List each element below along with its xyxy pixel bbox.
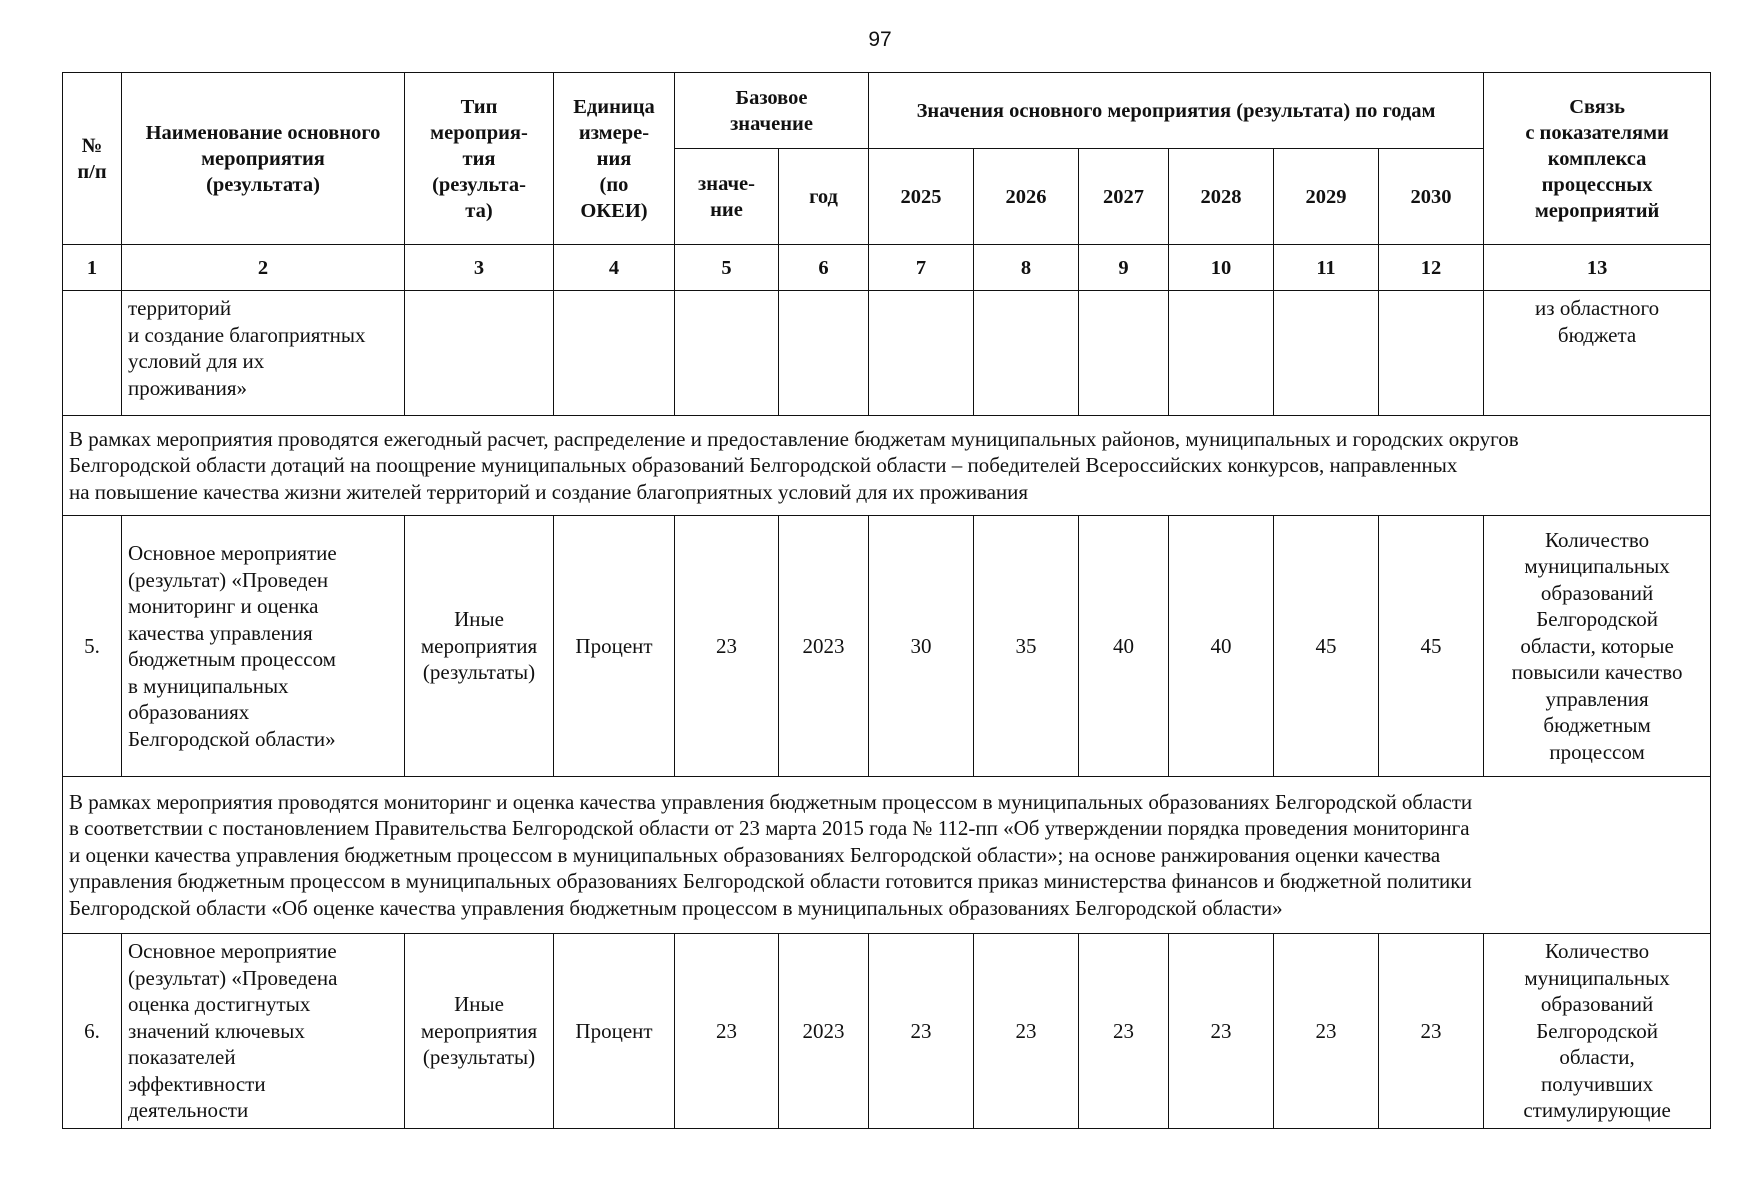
text-line: В рамках мероприятия проводятся ежегодный расчет, распределение и предоставление бюджетам муниципальных районов, муниципальных и городских округов bbox=[69, 426, 1519, 451]
text-line: Базовое bbox=[735, 86, 808, 109]
text-line: (по bbox=[599, 173, 629, 196]
activity-type bbox=[405, 516, 554, 777]
text-line: в соответствии с постановлением Правительства Белгородской области от 23 марта 2015 года № 112-пп «Об утверждении порядка проведения мониторинга bbox=[69, 816, 1470, 841]
text-line: муниципальных bbox=[1524, 965, 1670, 990]
text-line: образований bbox=[1540, 580, 1654, 605]
header-year-2026: 2026 bbox=[974, 149, 1079, 245]
text-line: Белгородской bbox=[1536, 1018, 1658, 1043]
activities-table bbox=[62, 72, 1711, 1129]
text-line: (результата) bbox=[206, 173, 320, 196]
text-line: ние bbox=[710, 198, 743, 221]
activity-row-5 bbox=[63, 516, 1711, 777]
value-2029: 45 bbox=[1274, 516, 1379, 777]
value-2027: 23 bbox=[1079, 934, 1169, 1129]
header-year-2028: 2028 bbox=[1169, 149, 1274, 245]
activity-type bbox=[405, 934, 554, 1129]
base-year: 2023 bbox=[779, 934, 869, 1129]
text-line: качества управления bbox=[128, 620, 313, 645]
text-line: Белгородской области» bbox=[128, 726, 336, 751]
text-line: Тип bbox=[460, 95, 498, 118]
text-line: мониторинг и оценка bbox=[128, 594, 319, 618]
text-line: Белгородской области «Об оценке качества управления бюджетным процессом в муниципальных образованиях Белгородской области» bbox=[69, 895, 1283, 920]
text-line: Белгородской bbox=[1536, 607, 1658, 632]
header-type bbox=[405, 73, 554, 245]
text-line: Основное мероприятие bbox=[128, 939, 337, 963]
text-line: стимулирующие bbox=[1523, 1098, 1671, 1122]
column-numbers-row bbox=[63, 245, 1711, 291]
text-line: процессом bbox=[1549, 739, 1645, 764]
text-line: Белгородской области дотаций на поощрение муниципальных образований Белгородской области – победителей Всероссийских конкурсов, направленных bbox=[69, 453, 1458, 478]
indicator-link bbox=[1484, 934, 1711, 1129]
header-base bbox=[675, 73, 869, 149]
text-line: оценка достигнутых bbox=[128, 992, 311, 1016]
value-2030: 23 bbox=[1379, 934, 1484, 1129]
text-line: значение bbox=[730, 112, 813, 135]
text-line: бюджета bbox=[1557, 322, 1637, 347]
col-number: 4 bbox=[554, 245, 675, 291]
col-number: 1 bbox=[63, 245, 122, 291]
text-line: ОКЕИ) bbox=[580, 199, 648, 222]
col-number: 7 bbox=[869, 245, 974, 291]
empty-cell bbox=[1274, 291, 1379, 416]
activity-name bbox=[122, 516, 405, 777]
text-line: с показателями bbox=[1525, 121, 1669, 144]
text-line: мероприятий bbox=[1534, 199, 1660, 222]
text-line: Иные bbox=[454, 607, 504, 632]
empty-cell bbox=[1379, 291, 1484, 416]
text-line: п/п bbox=[77, 160, 107, 183]
continued-link-cell bbox=[1484, 291, 1711, 416]
text-line: (результаты) bbox=[422, 1045, 536, 1069]
header-year-2030: 2030 bbox=[1379, 149, 1484, 245]
col-number: 13 bbox=[1484, 245, 1711, 291]
col-number: 12 bbox=[1379, 245, 1484, 291]
text-line: (результа- bbox=[432, 173, 526, 196]
value-2029: 23 bbox=[1274, 934, 1379, 1129]
header-year-2029: 2029 bbox=[1274, 149, 1379, 245]
header-values-by-year: Значения основного мероприятия (результата) по годам bbox=[869, 73, 1484, 149]
text-line: управления bbox=[1545, 686, 1649, 711]
empty-cell bbox=[779, 291, 869, 416]
empty-cell bbox=[869, 291, 974, 416]
header-unit bbox=[554, 73, 675, 245]
text-line: показателей bbox=[128, 1045, 236, 1069]
description-text-1 bbox=[63, 416, 1711, 516]
page-number: 97 bbox=[868, 28, 892, 51]
text-line: тия bbox=[462, 147, 496, 170]
text-line: В рамках мероприятия проводятся мониторинг и оценка качества управления бюджетным процессом в муниципальных образованиях Белгородской области bbox=[69, 789, 1473, 814]
base-year: 2023 bbox=[779, 516, 869, 777]
col-number: 2 bbox=[122, 245, 405, 291]
base-value: 23 bbox=[675, 934, 779, 1129]
text-line: Единица bbox=[573, 95, 655, 118]
indicator-link bbox=[1484, 516, 1711, 777]
empty-cell bbox=[554, 291, 675, 416]
text-line: Количество bbox=[1545, 939, 1650, 963]
value-2026: 23 bbox=[974, 934, 1079, 1129]
text-line: области, которые bbox=[1520, 633, 1674, 658]
text-line: значений ключевых bbox=[128, 1018, 305, 1043]
text-line: Количество bbox=[1545, 527, 1650, 552]
text-line: мероприя- bbox=[430, 121, 528, 144]
header-row-1 bbox=[63, 73, 1711, 149]
col-number: 9 bbox=[1079, 245, 1169, 291]
header-link bbox=[1484, 73, 1711, 245]
continued-row bbox=[63, 291, 1711, 416]
value-2030: 45 bbox=[1379, 516, 1484, 777]
value-2028: 40 bbox=[1169, 516, 1274, 777]
text-line: (результат) «Проведен bbox=[128, 567, 329, 592]
text-line: образованиях bbox=[128, 700, 250, 724]
col-number: 10 bbox=[1169, 245, 1274, 291]
col-number: 11 bbox=[1274, 245, 1379, 291]
continued-name-cell bbox=[122, 291, 405, 416]
text-line: Наименование основного bbox=[145, 121, 381, 144]
text-line: № bbox=[81, 134, 103, 157]
header-name bbox=[122, 73, 405, 245]
text-line: измере- bbox=[578, 121, 650, 144]
row-number: 5. bbox=[63, 516, 122, 777]
continued-num-cell bbox=[63, 291, 122, 416]
text-line: (результат) «Проведена bbox=[128, 965, 338, 990]
empty-cell bbox=[1169, 291, 1274, 416]
text-line: мероприятия bbox=[420, 1018, 538, 1043]
value-2025: 23 bbox=[869, 934, 974, 1129]
header-year-2025: 2025 bbox=[869, 149, 974, 245]
value-2027: 40 bbox=[1079, 516, 1169, 777]
value-2028: 23 bbox=[1169, 934, 1274, 1129]
text-line: и создание благоприятных bbox=[128, 322, 366, 347]
text-line: повысили качество bbox=[1511, 660, 1683, 685]
header-year-2027: 2027 bbox=[1079, 149, 1169, 245]
text-line: управления бюджетным процессом в муниципальных образованиях Белгородской области готовится приказ министерства финансов и бюджетной политики bbox=[69, 869, 1472, 894]
row-number: 6. bbox=[63, 934, 122, 1129]
empty-cell bbox=[974, 291, 1079, 416]
unit-of-measure: Процент bbox=[554, 934, 675, 1129]
header-num bbox=[63, 73, 122, 245]
text-line: бюджетным процессом bbox=[128, 647, 336, 671]
activity-row-6 bbox=[63, 934, 1711, 1129]
text-line: Основное мероприятие bbox=[128, 541, 337, 565]
description-row-1 bbox=[63, 416, 1711, 516]
text-line: в муниципальных bbox=[128, 673, 289, 698]
text-line: деятельности bbox=[128, 1098, 249, 1122]
description-text-2 bbox=[63, 777, 1711, 934]
text-line: проживания» bbox=[128, 375, 248, 400]
text-line: комплекса bbox=[1547, 147, 1647, 170]
text-line: бюджетным bbox=[1543, 713, 1651, 738]
text-line: территорий bbox=[128, 296, 232, 320]
header-base-value bbox=[675, 149, 779, 245]
text-line: (результаты) bbox=[422, 660, 536, 685]
text-line: области, bbox=[1559, 1045, 1635, 1069]
unit-of-measure: Процент bbox=[554, 516, 675, 777]
text-line: на повышение качества жизни жителей территорий и создание благоприятных условий для их проживания bbox=[69, 479, 1029, 504]
value-2026: 35 bbox=[974, 516, 1079, 777]
text-line: из областного bbox=[1535, 296, 1660, 320]
header-base-year: год bbox=[779, 149, 869, 245]
text-line: мероприятия bbox=[201, 147, 325, 170]
col-number: 8 bbox=[974, 245, 1079, 291]
text-line: получивших bbox=[1541, 1071, 1654, 1096]
text-line: процессных bbox=[1541, 173, 1653, 196]
text-line: значе- bbox=[698, 172, 755, 195]
col-number: 3 bbox=[405, 245, 554, 291]
value-2025: 30 bbox=[869, 516, 974, 777]
description-row-2 bbox=[63, 777, 1711, 934]
text-line: Иные bbox=[454, 992, 504, 1016]
text-line: муниципальных bbox=[1524, 554, 1670, 579]
text-line: условий для их bbox=[128, 349, 265, 373]
text-line: мероприятия bbox=[420, 633, 538, 658]
text-line: образований bbox=[1540, 992, 1654, 1016]
text-line: та) bbox=[465, 199, 493, 222]
text-line: ния bbox=[596, 147, 632, 170]
text-line: Связь bbox=[1569, 95, 1625, 118]
col-number: 5 bbox=[675, 245, 779, 291]
empty-cell bbox=[1079, 291, 1169, 416]
empty-cell bbox=[405, 291, 554, 416]
activity-name bbox=[122, 934, 405, 1129]
text-line: эффективности bbox=[128, 1071, 266, 1096]
col-number: 6 bbox=[779, 245, 869, 291]
base-value: 23 bbox=[675, 516, 779, 777]
text-line: и оценки качества управления бюджетным процессом в муниципальных образованиях Белгородской области»; на основе ранжирования оценки качества bbox=[69, 842, 1441, 867]
empty-cell bbox=[675, 291, 779, 416]
